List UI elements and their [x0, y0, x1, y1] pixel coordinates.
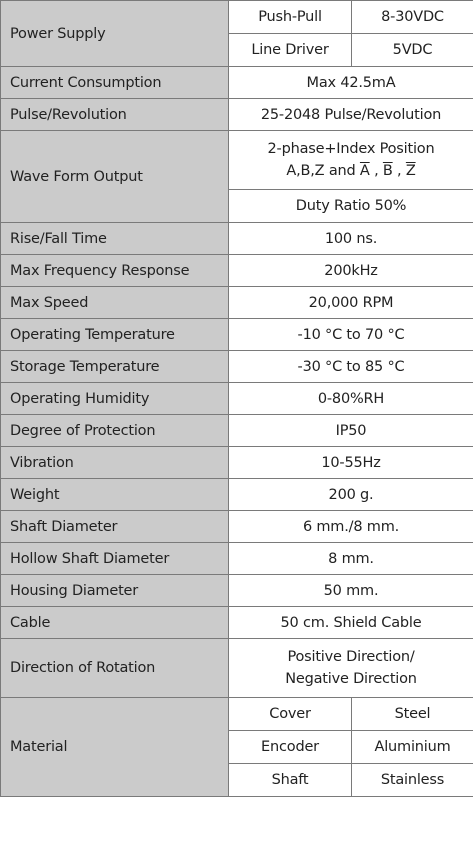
operating-humidity-label: Operating Humidity — [1, 383, 229, 415]
row-max-speed — [1, 287, 473, 319]
housing-diameter-value: 50 mm. — [229, 575, 473, 607]
row-shaft-diameter — [1, 511, 473, 543]
row-pulse-revolution — [1, 99, 473, 131]
vibration-value: 10-55Hz — [229, 447, 473, 479]
rise-fall-value: 100 ns. — [229, 223, 473, 255]
rotation-label: Direction of Rotation — [1, 639, 229, 698]
max-speed-value: 20,000 RPM — [229, 287, 473, 319]
wave-form-label: Wave Form Output — [1, 131, 229, 223]
row-storage-temperature — [1, 351, 473, 383]
row-operating-humidity — [1, 383, 473, 415]
b-bar-label: $\overline{B}$ — [382, 163, 393, 179]
row-operating-temperature — [1, 319, 473, 351]
current-consumption-label: Current Consumption — [1, 67, 229, 99]
vibration-label: Vibration — [1, 447, 229, 479]
pulse-revolution-value: 25-2048 Pulse/Revolution — [229, 99, 473, 131]
material-label: Material — [1, 698, 229, 797]
current-consumption-value: Max 42.5mA — [229, 67, 473, 99]
rotation-line-1: Positive Direction/ — [287, 649, 415, 665]
material-part-encoder: Encoder — [229, 731, 352, 764]
storage-temperature-value: -30 °C to 85 °C — [229, 351, 473, 383]
wave-form-channels: A,B,Z and — [286, 163, 360, 179]
line-driver-value: Line Driver — [229, 34, 352, 67]
duty-ratio-value: Duty Ratio 50% — [229, 190, 473, 223]
cable-value: 50 cm. Shield Cable — [229, 607, 473, 639]
row-cable — [1, 607, 473, 639]
push-pull-value: Push-Pull — [229, 1, 352, 34]
rotation-line-2: Negative Direction — [285, 671, 417, 687]
rise-fall-label: Rise/Fall Time — [1, 223, 229, 255]
row-power-supply — [1, 1, 473, 34]
separator-1: , — [369, 163, 383, 179]
separator-2: , — [392, 163, 406, 179]
operating-humidity-value: 0-80%RH — [229, 383, 473, 415]
material-part-cover: Cover — [229, 698, 352, 731]
wave-form-line-1: 2-phase+Index Position — [267, 141, 435, 157]
row-housing-diameter — [1, 575, 473, 607]
cable-label: Cable — [1, 607, 229, 639]
housing-diameter-label: Housing Diameter — [1, 575, 229, 607]
wave-form-value — [229, 131, 473, 190]
push-pull-voltage-value: 8-30VDC — [352, 1, 473, 34]
hollow-shaft-value: 8 mm. — [229, 543, 473, 575]
max-speed-label: Max Speed — [1, 287, 229, 319]
operating-temperature-value: -10 °C to 70 °C — [229, 319, 473, 351]
power-supply-label: Power Supply — [1, 1, 229, 67]
max-frequency-label: Max Frequency Response — [1, 255, 229, 287]
row-max-frequency — [1, 255, 473, 287]
material-part-shaft: Shaft — [229, 764, 352, 797]
shaft-diameter-value: 6 mm./8 mm. — [229, 511, 473, 543]
row-hollow-shaft-diameter — [1, 543, 473, 575]
material-value-shaft: Stainless — [352, 764, 473, 797]
row-wave-form-output — [1, 131, 473, 190]
protection-value: IP50 — [229, 415, 473, 447]
wave-form-line-2 — [229, 160, 473, 182]
row-current-consumption — [1, 67, 473, 99]
row-direction-of-rotation — [1, 639, 473, 698]
material-value-cover: Steel — [352, 698, 473, 731]
weight-label: Weight — [1, 479, 229, 511]
row-weight — [1, 479, 473, 511]
material-value-encoder: Aluminium — [352, 731, 473, 764]
operating-temperature-label: Operating Temperature — [1, 319, 229, 351]
row-material-cover — [1, 698, 473, 731]
hollow-shaft-label: Hollow Shaft Diameter — [1, 543, 229, 575]
protection-label: Degree of Protection — [1, 415, 229, 447]
line-driver-voltage-value: 5VDC — [352, 34, 473, 67]
storage-temperature-label: Storage Temperature — [1, 351, 229, 383]
pulse-revolution-label: Pulse/Revolution — [1, 99, 229, 131]
shaft-diameter-label: Shaft Diameter — [1, 511, 229, 543]
z-bar-label: $\overline{Z}$ — [405, 163, 416, 179]
row-vibration — [1, 447, 473, 479]
a-bar-label: $\overline{A}$ — [359, 163, 370, 179]
rotation-value — [229, 639, 473, 698]
row-degree-of-protection — [1, 415, 473, 447]
row-rise-fall-time — [1, 223, 473, 255]
max-frequency-value: 200kHz — [229, 255, 473, 287]
weight-value: 200 g. — [229, 479, 473, 511]
